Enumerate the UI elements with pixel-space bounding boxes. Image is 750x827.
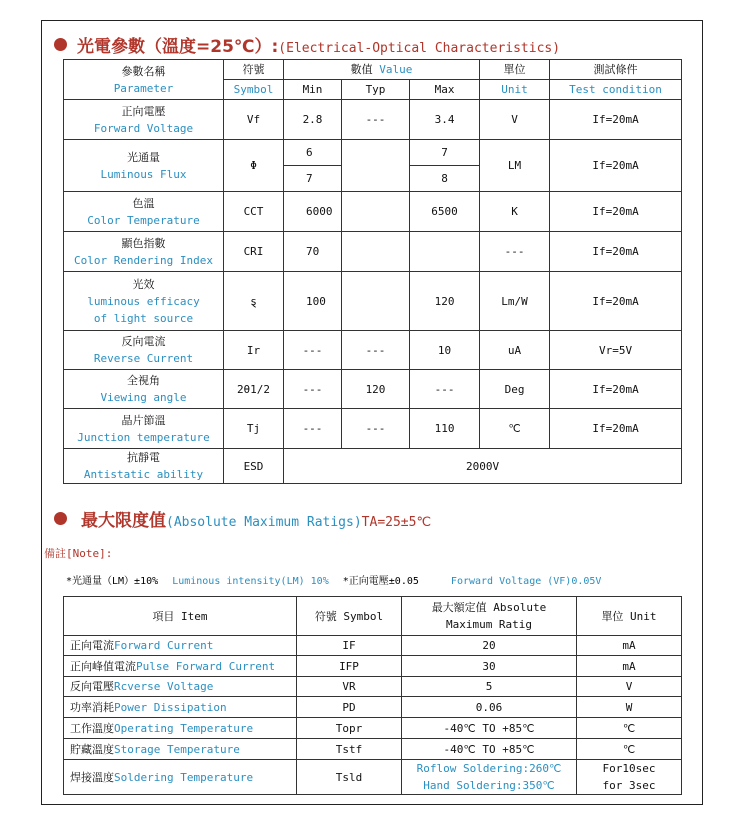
row-symbol: ESD bbox=[224, 449, 284, 484]
table-row bbox=[64, 331, 682, 370]
section1-heading bbox=[54, 32, 560, 57]
row-typ: 120 bbox=[342, 370, 410, 409]
row-value: -40℃ TO +85℃ bbox=[402, 739, 577, 760]
row-unit: ℃ bbox=[577, 739, 682, 760]
header-typ: Typ bbox=[342, 80, 410, 100]
row-item: 反向電壓Rcverse Voltage bbox=[64, 677, 297, 697]
section2-title-ta: TA=25±5℃ bbox=[361, 515, 432, 530]
row-item: 焊接溫度Soldering Temperature bbox=[64, 760, 297, 795]
row-item: 功率消耗Power Dissipation bbox=[64, 697, 297, 718]
row-condition: If=20mA bbox=[550, 409, 682, 449]
row-min: 100 bbox=[284, 272, 342, 331]
note-label: 備註[Note]: bbox=[44, 547, 113, 560]
bullet-icon bbox=[54, 38, 67, 51]
note-line bbox=[66, 572, 601, 587]
row-typ: --- bbox=[342, 331, 410, 370]
row-symbol: PD bbox=[297, 697, 402, 718]
header-cond-en: Test condition bbox=[550, 80, 682, 100]
row-typ bbox=[342, 192, 410, 232]
row-symbol: 2θ1/2 bbox=[224, 370, 284, 409]
row-value: 0.06 bbox=[402, 697, 577, 718]
row-condition: If=20mA bbox=[550, 272, 682, 331]
row-symbol: IF bbox=[297, 636, 402, 656]
header-item: 項目 Item bbox=[64, 597, 297, 636]
row-unit: Lm/W bbox=[480, 272, 550, 331]
row-unit: K bbox=[480, 192, 550, 232]
row-item: 貯藏溫度Storage Temperature bbox=[64, 739, 297, 760]
table-row bbox=[64, 192, 682, 232]
row-parameter: 反向電流 Reverse Current bbox=[64, 331, 224, 370]
row-symbol: VR bbox=[297, 677, 402, 697]
row-symbol: Topr bbox=[297, 718, 402, 739]
row-condition: If=20mA bbox=[550, 232, 682, 272]
header-symbol-en: Symbol bbox=[224, 80, 284, 100]
note-1-en: Luminous intensity(LM) 10% bbox=[172, 576, 329, 587]
header-max: Max bbox=[410, 80, 480, 100]
header-rating: 最大額定值 Absolute Maximum Ratig bbox=[402, 597, 577, 636]
row-symbol: Ir bbox=[224, 331, 284, 370]
row-condition: If=20mA bbox=[550, 192, 682, 232]
row-min: 70 bbox=[284, 232, 342, 272]
header-symbol-cn: 符號 bbox=[224, 60, 284, 80]
row-max: --- bbox=[410, 370, 480, 409]
table-row bbox=[64, 370, 682, 409]
section1-title-cn: 光電參數（溫度=25℃）: bbox=[77, 37, 279, 57]
row-item: 工作溫度Operating Temperature bbox=[64, 718, 297, 739]
section2-title-cn: 最大限度值 bbox=[81, 511, 166, 531]
table-row bbox=[64, 697, 682, 718]
row-max bbox=[410, 232, 480, 272]
row-max: 3.4 bbox=[410, 100, 480, 140]
row-max: 120 bbox=[410, 272, 480, 331]
row-unit: V bbox=[577, 677, 682, 697]
row-condition: Vr=5V bbox=[550, 331, 682, 370]
row-unit: For10sec for 3sec bbox=[577, 760, 682, 795]
row-max: 110 bbox=[410, 409, 480, 449]
row-unit: Deg bbox=[480, 370, 550, 409]
absolute-max-table bbox=[63, 596, 682, 795]
row-symbol: Vf bbox=[224, 100, 284, 140]
electro-optical-table bbox=[63, 59, 682, 484]
row-min: 2.8 bbox=[284, 100, 342, 140]
row-unit: mA bbox=[577, 636, 682, 656]
row-symbol: Tsld bbox=[297, 760, 402, 795]
row-parameter: 抗靜電 Antistatic ability bbox=[64, 449, 224, 484]
note-2-cn: *正向電壓±0.05 bbox=[342, 576, 419, 587]
table-row bbox=[64, 272, 682, 331]
row-max: 10 bbox=[410, 331, 480, 370]
row-unit: ℃ bbox=[480, 409, 550, 449]
row-unit: ℃ bbox=[577, 718, 682, 739]
table-row bbox=[64, 232, 682, 272]
row-symbol: Tstf bbox=[297, 739, 402, 760]
table-row bbox=[64, 760, 682, 795]
note-2-en: Forward Voltage (VF)0.05V bbox=[450, 576, 602, 587]
row-max: 6500 bbox=[410, 192, 480, 232]
header-unit: 單位 Unit bbox=[577, 597, 682, 636]
bullet-icon bbox=[54, 512, 67, 525]
table-row bbox=[64, 409, 682, 449]
note-1-cn: *光通量（LM）±10% bbox=[66, 576, 159, 587]
header-unit-en: Unit bbox=[480, 80, 550, 100]
header-cond-cn: 測試條件 bbox=[550, 60, 682, 80]
row-symbol: CCT bbox=[224, 192, 284, 232]
row-condition: If=20mA bbox=[550, 100, 682, 140]
row-max: 7 bbox=[410, 140, 480, 166]
table-row bbox=[64, 100, 682, 140]
row-parameter: 光通量 Luminous Flux bbox=[64, 140, 224, 192]
row-unit: uA bbox=[480, 331, 550, 370]
section2-heading bbox=[54, 506, 431, 531]
row-typ bbox=[342, 140, 410, 192]
section1-title-en: (Electrical-Optical Characteristics) bbox=[278, 41, 561, 56]
row-unit: V bbox=[480, 100, 550, 140]
row-condition: If=20mA bbox=[550, 140, 682, 192]
row-min: 6000 bbox=[284, 192, 342, 232]
row-typ bbox=[342, 272, 410, 331]
header-parameter: 參數名稱 Parameter bbox=[64, 60, 224, 100]
row-value: 30 bbox=[402, 656, 577, 677]
row-parameter: 顯色指數 Color Rendering Index bbox=[64, 232, 224, 272]
table-row bbox=[64, 739, 682, 760]
section2-title-en: (Absolute Maximum Ratigs) bbox=[166, 515, 362, 530]
row-min: --- bbox=[284, 370, 342, 409]
row-parameter: 光效 luminous efficacy of light source bbox=[64, 272, 224, 331]
row-unit: mA bbox=[577, 656, 682, 677]
row-item: 正向電流Forward Current bbox=[64, 636, 297, 656]
row-unit: LM bbox=[480, 140, 550, 192]
row-typ: --- bbox=[342, 409, 410, 449]
row-symbol: IFP bbox=[297, 656, 402, 677]
header-symbol: 符號 Symbol bbox=[297, 597, 402, 636]
row-min: 6 bbox=[284, 140, 342, 166]
header-value: 數值 Value bbox=[284, 60, 480, 80]
row-unit: --- bbox=[480, 232, 550, 272]
row-parameter: 正向電壓 Forward Voltage bbox=[64, 100, 224, 140]
row-min: --- bbox=[284, 331, 342, 370]
row-value: 20 bbox=[402, 636, 577, 656]
row-typ: --- bbox=[342, 100, 410, 140]
row-parameter: 晶片節溫 Junction temperature bbox=[64, 409, 224, 449]
table-row bbox=[64, 656, 682, 677]
table-row bbox=[64, 140, 682, 166]
table-row bbox=[64, 718, 682, 739]
table-row bbox=[64, 636, 682, 656]
row-unit: W bbox=[577, 697, 682, 718]
row-symbol: ȿ bbox=[224, 272, 284, 331]
row-min: --- bbox=[284, 409, 342, 449]
row-parameter: 色溫 Color Temperature bbox=[64, 192, 224, 232]
row-value: -40℃ TO +85℃ bbox=[402, 718, 577, 739]
row-item: 正向峰值電流Pulse Forward Current bbox=[64, 656, 297, 677]
row-symbol: CRI bbox=[224, 232, 284, 272]
row-value: 5 bbox=[402, 677, 577, 697]
row-min: 7 bbox=[284, 166, 342, 192]
table-row bbox=[64, 677, 682, 697]
row-parameter: 全視角 Viewing angle bbox=[64, 370, 224, 409]
row-max: 8 bbox=[410, 166, 480, 192]
row-typ bbox=[342, 232, 410, 272]
row-symbol: Tj bbox=[224, 409, 284, 449]
row-condition: If=20mA bbox=[550, 370, 682, 409]
row-value: Roflow Soldering:260℃ Hand Soldering:350℃ bbox=[402, 760, 577, 795]
table-header-row bbox=[64, 60, 682, 80]
table-row bbox=[64, 449, 682, 484]
table-header-row bbox=[64, 597, 682, 636]
header-min: Min bbox=[284, 80, 342, 100]
row-symbol: Φ bbox=[224, 140, 284, 192]
header-unit-cn: 單位 bbox=[480, 60, 550, 80]
row-value: 2000V bbox=[284, 449, 682, 484]
